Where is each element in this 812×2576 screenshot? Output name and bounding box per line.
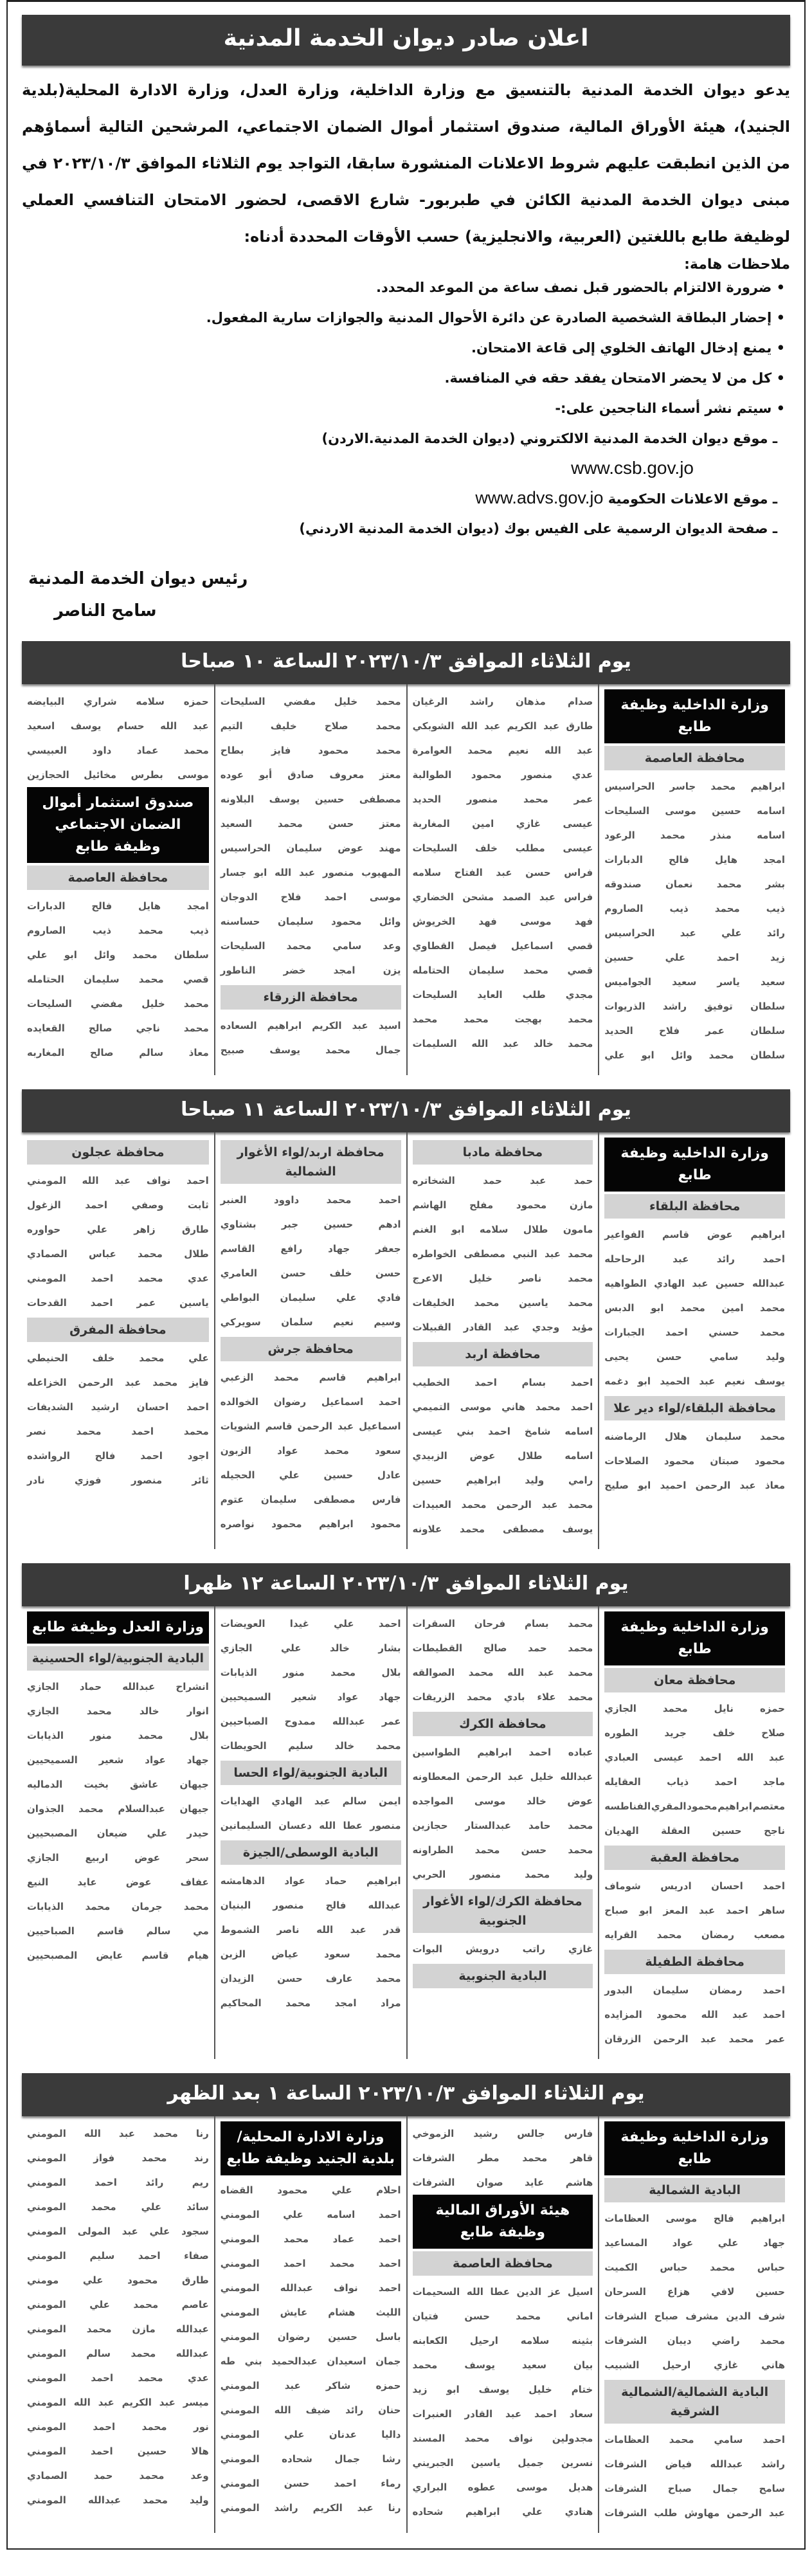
- candidate-name: الليث هشام عايش المومني: [220, 2307, 401, 2318]
- governorate-heading: محافظة العاصمة: [413, 2251, 593, 2276]
- governorate-heading: محافظة العقبة: [604, 1846, 785, 1870]
- announcement-page: [6, 0, 806, 2550]
- candidate-name: معتز حسن محمد السعيد: [220, 818, 401, 830]
- site-advs: [22, 483, 777, 514]
- candidate-name: طارق محمود علي مومني: [27, 2274, 209, 2286]
- candidate-name: فراس حسن عبد الفتاح سلامه: [412, 867, 593, 878]
- candidate-name: سائد علي محمد المومني: [27, 2201, 209, 2213]
- candidate-name: ابراهيم محمد جاسر الحراسيس: [604, 781, 785, 792]
- candidate-name: بلال محمد منور الذيابات: [27, 1730, 209, 1741]
- candidate-name: ناجح حسين العقلة الهديان: [604, 1825, 785, 1837]
- candidate-name: عبد الرحمن مهاوش طلب الشرفات: [604, 2507, 785, 2519]
- session-column: [406, 1132, 599, 1549]
- candidate-name: بيان سعيد يوسف محمد: [412, 2359, 593, 2371]
- candidate-name: صدام مذهان راشد الرغيان: [412, 696, 593, 707]
- candidate-name: هاني غازي ارحيل الشبيب: [604, 2359, 785, 2371]
- candidate-name: احمد اسامه علي المومني: [220, 2209, 401, 2220]
- candidate-name: ايمن سالم عبد الهادي الهدايات: [220, 1795, 401, 1807]
- candidate-name: اسيد عبد الكريم ابراهيم السعاده: [220, 1020, 401, 1031]
- candidate-name: سعاد احمد عبد القادر العنبرات: [412, 2408, 593, 2420]
- session-column: [22, 1606, 214, 2059]
- candidate-name: عدي محمد احمد المومني: [27, 1273, 209, 1284]
- candidate-name: راشد عبدالله فياض الشرفات: [604, 2458, 785, 2470]
- candidate-name: محمد عبد النبي مصطفى الخواطره: [412, 1248, 593, 1260]
- candidate-name: محمد عارف حسن الزيدان: [220, 1973, 401, 1984]
- candidate-name: عبدالله محمد سالم المومني: [27, 2348, 209, 2359]
- governorate-heading: البادية الجنوبية: [413, 1964, 593, 1988]
- candidate-name: محمد ناصر خليل الاعرج: [412, 1273, 593, 1284]
- candidate-name: عادل حسين علي الحجيله: [220, 1469, 401, 1481]
- candidate-name: رائد علي عبد الحراسيس: [604, 927, 785, 939]
- note-item: • ضرورة الالتزام بالحضور قبل نصف ساعة من الموعد المحدد.: [22, 273, 785, 303]
- candidate-name: محمود صبتان محمود الصلاحات: [604, 1455, 785, 1467]
- session-column: [22, 684, 214, 1075]
- candidate-name: جهاد عواد شعير السميحيين: [27, 1754, 209, 1766]
- candidate-name: حمزه سلامه شراري البيايضه: [27, 696, 209, 707]
- candidate-name: حمد عبد حمد الشخاتره: [412, 1175, 593, 1186]
- announcement-title: اعلان صادر ديوان الخدمة المدنية: [22, 15, 790, 66]
- candidate-name: محمد حامد عبدالستار حجازين: [412, 1820, 593, 1831]
- candidate-name: اسامه منذر محمد الرعود: [604, 830, 785, 841]
- candidate-name: حيدر علي ضيعان المصبحيين: [27, 1828, 209, 1839]
- department-heading: وزارة الداخلية وظيفة طابع: [604, 1611, 785, 1665]
- department-heading: وزارة الداخلية وظيفة طابع: [604, 2121, 785, 2175]
- site-csb-label: ـ موقع ديوان الخدمة المدنية الالكتروني (ديوان الخدمة المدنية.الاردن): [321, 431, 777, 446]
- candidate-name: مجدي طلب العايد السليحات: [412, 989, 593, 1001]
- candidate-name: عيسى مطلب خلف السليحات: [412, 842, 593, 854]
- candidate-name: حسن خلف حسن العامري: [220, 1267, 401, 1279]
- candidate-name: فارس مصطفى سليمان عتوم: [220, 1494, 401, 1505]
- governorate-heading: محافظة العاصمة: [27, 866, 209, 890]
- candidate-name: رنا محمد عبد الله المومني: [27, 2128, 209, 2139]
- session-column: [598, 684, 790, 1075]
- candidate-name: سلطان محمد وائل ابو علي: [27, 949, 209, 961]
- candidate-name: سلطان عمر فلاح الحديد: [604, 1025, 785, 1037]
- candidate-name: محمد سليمان هلال الرماضنه: [604, 1431, 785, 1442]
- candidate-name: محمد خليل مفضي السليحات: [27, 998, 209, 1010]
- governorate-heading: محافظة الزرقاء: [221, 985, 401, 1010]
- candidate-name: يوسف نعيم عبد الحميد ابو دغمه: [604, 1375, 785, 1387]
- candidate-name: ابراهيم قاسم محمد الزعبي: [220, 1372, 401, 1383]
- candidate-name: ياسين عمر احمد القدحات: [27, 1297, 209, 1309]
- candidate-name: نسرين جميل ياسين الجبريني: [412, 2457, 593, 2469]
- candidate-name: محمد عماد داود العبيسي: [27, 745, 209, 756]
- candidate-name: محمود ابراهيم محمود نواصره: [220, 1518, 401, 1530]
- intro-paragraph: يدعو ديوان الخدمة المدنية بالتنسيق مع وزارة الداخلية، وزارة العدل، وزارة الادارة المحلية(بلدية الجنيد)، هيئة الأوراق المالية، صندوق استثمار أموال الضمان الاجتماعي، المرشحين التالية أسماؤهم من الذين انطبقت عليهم شروط الاعلانات المنشورة سابقا، التواجد يوم الثلاثاء الموافق ٢٠٢٣/١٠/٣ في مبنى ديوان الخدمة المدنية الكائن في طبربور- شارع الاقصى، لحضور الامتحان التنافسي العملي لوظيفة طابع باللغتين (العربية، والانجليزية) حسب الأوقات المحددة أدناه:: [22, 81, 790, 246]
- candidate-name: حمزه نايل محمد الجازي: [604, 1703, 785, 1714]
- governorate-heading: البادية الجنوبية/لواء الحسا: [221, 1761, 401, 1785]
- candidate-name: احمد محمد هاني موسى التميمي: [412, 1401, 593, 1413]
- candidate-name: احمد محمد احمد المومني: [220, 2258, 401, 2269]
- candidate-name: اسامه طلال عوض الزبيدي: [412, 1450, 593, 1462]
- candidate-name: موسى احمد فلاح الدوجان: [220, 891, 401, 903]
- session-column: [214, 2116, 406, 2533]
- candidate-name: محمد بهجت محمد محمد: [412, 1013, 593, 1025]
- governorate-heading: محافظة اربد/لواء الأغوار الشمالية: [221, 1140, 401, 1184]
- candidate-name: صلاح خلف جريد الطوره: [604, 1727, 785, 1739]
- candidate-name: مؤيد وجدي عبد القادر القبيلات: [412, 1321, 593, 1333]
- site-csb-url[interactable]: www.csb.gov.jo: [571, 458, 694, 478]
- candidate-name: مصطفى حسين يوسف البلاونه: [220, 794, 401, 805]
- candidate-name: قدر عبد الله ناصر الشموط: [220, 1924, 401, 1936]
- candidate-name: محمد جرمان محمد الذيابات: [27, 1901, 209, 1912]
- session-grid: [22, 1132, 790, 1549]
- candidate-name: وائل محمود سليمان حساسنه: [220, 916, 401, 927]
- candidate-name: جهاد علي عواد المساعيد: [604, 2237, 785, 2249]
- candidate-name: وليد محمد عبدالله المومني: [27, 2494, 209, 2506]
- candidate-name: حنان رائد ضيف الله المومني: [220, 2404, 401, 2416]
- candidate-name: احمد علي غيدا العويضات: [220, 1618, 401, 1629]
- candidate-name: هنادي علي ابراهيم شحاده: [412, 2506, 593, 2517]
- candidate-name: عبد الله احمد عيسى العبادي: [604, 1752, 785, 1763]
- candidate-name: باسل حسين رضوان المومني: [220, 2331, 401, 2343]
- session-header: يوم الثلاثاء الموافق ٢٠٢٣/١٠/٣ الساعة ١١ صباحا: [22, 1089, 790, 1132]
- candidate-name: صفاء احمد سليم المومني: [27, 2250, 209, 2262]
- candidate-name: محمد محمود فايز بطاح: [220, 745, 401, 756]
- candidate-name: امجد هايل فالح الدبارات: [27, 900, 209, 912]
- candidate-name: جمال محمد يوسف صبيح: [220, 1044, 401, 1056]
- candidate-name: محمد خالد عبد الله السليمات: [412, 1038, 593, 1049]
- candidate-name: وعد محمد حمد الصمادي: [27, 2470, 209, 2481]
- candidate-name: حمزه شاكر عبد المومني: [220, 2380, 401, 2391]
- candidate-name: فراس عبد الصمد مشحن الخضاري: [412, 891, 593, 903]
- signature-name: سامح الناصر: [54, 601, 157, 621]
- candidate-name: ابراهيم فالح موسى العظامات: [604, 2213, 785, 2224]
- candidate-name: هيام قاسم عايض المصبحيين: [27, 1950, 209, 1961]
- note-item: • سيتم نشر أسماء الناجحين على:-: [22, 394, 785, 424]
- note-item: • يمنع إدخال الهاتف الخلوي إلى قاعة الامتحان.: [22, 333, 785, 363]
- candidate-name: فهد موسى فهد الخريوش: [412, 916, 593, 927]
- candidate-name: طارق زاهر علي حواوره: [27, 1224, 209, 1235]
- candidate-name: ماجد احمد ذياب العقايله: [604, 1776, 785, 1788]
- candidate-name: بشر محمد نعمان صندوقه: [604, 878, 785, 890]
- candidate-name: علي محمد خلف الحنيطي: [27, 1352, 209, 1364]
- governorate-heading: البادية الوسطى/الجيزة: [221, 1840, 401, 1865]
- candidate-name: اسامه حسين موسى السليحات: [604, 805, 785, 817]
- candidate-name: سعود محمد عواد الزبون: [220, 1445, 401, 1456]
- candidate-name: جهاد عواد شعير السميحيين: [220, 1691, 401, 1703]
- candidate-name: عوض خالد موسى المواجده: [412, 1795, 593, 1807]
- session-header: يوم الثلاثاء الموافق ٢٠٢٣/١٠/٣ الساعة ١٠ صباحا: [22, 641, 790, 684]
- candidate-name: جمان اسعيدان عبدالحميد بني طه: [220, 2355, 401, 2367]
- candidate-name: عبد الله حسام يوسف اسعيد: [27, 720, 209, 732]
- candidate-name: محمد خليل مفضي السليحات: [220, 696, 401, 707]
- candidate-name: المهيوب منصور عبد الله ابو جسار: [220, 867, 401, 878]
- candidate-name: امجد هايل فالح الدبارات: [604, 854, 785, 866]
- candidate-name: معاذ عبد الرحمن احميد ابو صليح: [604, 1480, 785, 1491]
- candidate-name: زيد احمد علي حسين: [604, 952, 785, 963]
- candidate-name: قصي اسماعيل فيصل القطاوي: [412, 940, 593, 952]
- candidate-name: موسى بطرس مخائيل الحجازين: [27, 769, 209, 781]
- candidate-name: انشراح عبدالله حماد الجازي: [27, 1681, 209, 1692]
- candidate-name: قصي محمد سليمان الحتامله: [412, 965, 593, 976]
- candidate-name: نور محمد احمد المومني: [27, 2421, 209, 2433]
- candidate-name: عمر محمد منصور الحديد: [412, 794, 593, 805]
- candidate-name: سلطان توفيق راشد الذريوات: [604, 1001, 785, 1012]
- candidate-name: اسيل عز الدين عطا الله السحيمات: [412, 2286, 593, 2298]
- candidate-name: سلطان محمد وائل ابو علي: [604, 1049, 785, 1061]
- candidate-name: مهند عوض سليمان الحراسيس: [220, 842, 401, 854]
- candidate-name: رامي وليد ابراهيم حسين: [412, 1474, 593, 1486]
- candidate-name: اماني محمد حسن فتيان: [412, 2310, 593, 2322]
- candidate-name: وسيم نعيم سلمان سويركي: [220, 1316, 401, 1328]
- candidate-name: احمد عبد الله محمود المزايده: [604, 2009, 785, 2020]
- candidate-name: وليد محمد منصور الحربي: [412, 1869, 593, 1880]
- candidate-name: حباس محمد حباس الكميت: [604, 2262, 785, 2273]
- candidate-name: محمد عبد الرحمن محمد العبيدات: [412, 1499, 593, 1510]
- candidate-name: سامح جمال صباح الشرفات: [604, 2483, 785, 2494]
- candidate-name: محمد حسن محمد الطراونه: [412, 1844, 593, 1856]
- session-column: [406, 2116, 599, 2533]
- candidate-name: مراد امجد محمد المحاكيم: [220, 1997, 401, 2009]
- candidate-name: هديل موسى عطوه البراري: [412, 2481, 593, 2493]
- candidate-name: احمد بسام احمد الخطيب: [412, 1377, 593, 1388]
- department-heading: وزارة الداخلية وظيفة طابع: [604, 689, 785, 743]
- governorate-heading: محافظة معان: [604, 1668, 785, 1692]
- candidate-name: ادهم حسين جبر بشتاوي: [220, 1219, 401, 1230]
- department-heading: وزارة العدل وظيفة طابع: [27, 1611, 209, 1644]
- department-heading: صندوق استثمار أموال الضمان الاجتماعي وظيفة طابع: [27, 787, 209, 863]
- candidate-name: احمد عماد محمد المومني: [220, 2233, 401, 2245]
- candidate-name: محمد صلاح خليف التيم: [220, 720, 401, 732]
- candidate-name: انوار خالد محمد الجازي: [27, 1705, 209, 1717]
- candidate-name: ختام خليل يوسف ابو زيد: [412, 2384, 593, 2395]
- session-column: [598, 1606, 790, 2059]
- department-heading: هيئة الأوراق المالية وظيفة طابع: [413, 2195, 593, 2249]
- candidate-name: رشا جمال شحاده المومني: [220, 2453, 401, 2465]
- candidate-name: محمد سعود عياض الزبن: [220, 1948, 401, 1960]
- candidate-name: مازن محمود مفلح الهاشم: [412, 1199, 593, 1211]
- notes-heading: ملاحظات هامة:: [684, 257, 790, 273]
- candidate-name: محمد امين محمد ابو الدبس: [604, 1302, 785, 1314]
- candidate-name: قصي محمد سليمان الحتامله: [27, 974, 209, 985]
- candidate-name: عباده احمد ابراهيم الطواسين: [412, 1746, 593, 1758]
- candidate-name: مامون طلال سلامه ابو الغنم: [412, 1224, 593, 1235]
- candidate-name: محمد بسام فرحان السقرات: [412, 1618, 593, 1629]
- candidate-name: عبدالله فالح منصور البنيان: [220, 1900, 401, 1911]
- candidate-name: محمد حسني احمد الجبارات: [604, 1327, 785, 1338]
- governorate-heading: محافظة الطفيلة: [604, 1950, 785, 1974]
- candidate-name: سحر عوض اربيع الجازي: [27, 1852, 209, 1864]
- site-advs-url[interactable]: www.advs.gov.jo: [475, 488, 604, 507]
- candidate-name: هاشم عايد صوان الشرفات: [412, 2177, 593, 2188]
- candidate-name: داليا عدنان علي المومني: [220, 2429, 401, 2440]
- session-grid: [22, 1606, 790, 2059]
- governorate-heading: محافظة الكرك: [413, 1712, 593, 1736]
- note-item: • إحضار البطاقة الشخصية الصادرة عن دائرة الأحوال المدنية والجوازات سارية المفعول.: [22, 303, 785, 333]
- candidate-name: محمد ياسين محمد الخليفات: [412, 1297, 593, 1309]
- governorate-heading: محافظة المفرق: [27, 1318, 209, 1342]
- governorate-heading: محافظة العاصمة: [604, 746, 785, 770]
- governorate-heading: محافظة عجلون: [27, 1140, 209, 1165]
- candidate-name: مصعب رمضان محمد القرايه: [604, 1929, 785, 1941]
- candidate-name: وليد سامي حسن يحيى: [604, 1351, 785, 1363]
- department-heading: وزارة الادارة المحلية/ بلدية الجنيد وظيفة طابع: [221, 2121, 401, 2175]
- candidate-name: عبدالله حسين عبد الهادي الطواهيه: [604, 1278, 785, 1289]
- session-header: يوم الثلاثاء الموافق ٢٠٢٣/١٠/٣ الساعة ١ بعد الظهر: [22, 2073, 790, 2116]
- candidate-name: بلال محمد منور الذيابات: [220, 1667, 401, 1678]
- notes-list: [22, 273, 790, 424]
- candidate-name: بشار خالد علي الجازي: [220, 1642, 401, 1654]
- candidate-name: ذيب محمد ذيب الصاروم: [604, 903, 785, 914]
- session-column: [22, 2116, 214, 2533]
- governorate-heading: البادية الشمالية: [604, 2178, 785, 2202]
- candidate-name: ثائر منصور فوزي نادر: [27, 1474, 209, 1486]
- candidate-name: طارق عبد الكريم عبد الله الشوبكي: [412, 720, 593, 732]
- session-header: يوم الثلاثاء الموافق ٢٠٢٣/١٠/٣ الساعة ١٢ ظهرا: [22, 1563, 790, 1606]
- department-heading: وزارة الداخلية وظيفة طابع: [604, 1138, 785, 1192]
- candidate-name: جيهان عبدالسلام محمد الجذوان: [27, 1803, 209, 1815]
- candidate-name: احمد سامي محمد العظامات: [604, 2434, 785, 2445]
- session-column: [406, 1606, 599, 2059]
- candidate-name: عبدالله مازن محمد المومني: [27, 2323, 209, 2335]
- candidate-name: محمد عبد الله محمد الصوالقه: [412, 1667, 593, 1678]
- candidate-name: عمر عبدالله ممدوح الصباحيين: [220, 1716, 401, 1727]
- candidate-name: احمد نواف عبد الله المومني: [27, 1175, 209, 1186]
- candidate-name: احمد رائد عبد الرحاحله: [604, 1253, 785, 1265]
- governorate-heading: محافظة البلقاء: [604, 1194, 785, 1219]
- candidate-name: احمد رمضان سليمان البدور: [604, 1984, 785, 1996]
- session-column: [214, 684, 406, 1075]
- session-column: [214, 1132, 406, 1549]
- candidate-name: عيسى غازي امين المغاربة: [412, 818, 593, 830]
- candidate-name: ابراهيم عوض قاسم الفواعير: [604, 1229, 785, 1240]
- candidate-name: منصور عطا الله دعسان السليمانين: [220, 1820, 401, 1831]
- candidate-name: فايز محمد عبد الرحمن الخزاعله: [27, 1377, 209, 1388]
- candidate-name: ثابت وصفي احمد الزغول: [27, 1199, 209, 1211]
- candidate-name: رنا عبد الكريم راشد المومني: [220, 2502, 401, 2514]
- note-item: • كل من لا يحضر الامتحان يفقد حقه في المنافسة.: [22, 363, 785, 394]
- candidate-name: معاذ سالم صالح المغاربه: [27, 1047, 209, 1058]
- candidate-name: معتز معروف صادق أبو عوده: [220, 769, 401, 781]
- session-grid: [22, 684, 790, 1075]
- governorate-heading: البادية الجنوبية/لواء الحسينية: [27, 1646, 209, 1671]
- candidate-name: فارس جالس رشيد الزموخي: [412, 2128, 593, 2139]
- candidate-name: مجدولين نواف محمد المسند: [412, 2433, 593, 2444]
- candidate-name: عاصم محمد علي المومني: [27, 2299, 209, 2310]
- candidate-name: محمد خالد سليم الحويطات: [220, 1740, 401, 1752]
- candidate-name: محمد احمد محمد نصر: [27, 1426, 209, 1437]
- candidate-name: غازي راتب درويش البوات: [412, 1943, 593, 1955]
- candidate-name: شرف الدين مشرف صباح الشرفات: [604, 2310, 785, 2322]
- candidate-name: محمد ناجي صالح القعايده: [27, 1022, 209, 1034]
- candidate-name: احمد نواف عبدالله المومني: [220, 2282, 401, 2294]
- candidate-name: قاهر محمد مطر الشرفات: [412, 2152, 593, 2164]
- candidate-name: معتصم ابراهيم محمود المقري الفناطسه: [604, 1800, 785, 1812]
- candidate-name: ذيب محمد ذيب الصاروم: [27, 925, 209, 936]
- candidate-name: محمد حمد صالح القطيطات: [412, 1642, 593, 1654]
- session-column: [598, 1132, 790, 1549]
- governorate-heading: محافظة جرش: [221, 1337, 401, 1361]
- governorate-heading: البادية الشمالية/الشمالية الشرقية: [604, 2380, 785, 2424]
- governorate-heading: محافظة اربد: [413, 1342, 593, 1366]
- candidate-name: ساهر احمد عبد المعز ابو صباح: [604, 1905, 785, 1916]
- candidate-name: هالا حسين احمد المومني: [27, 2445, 209, 2457]
- candidate-name: رند محمد فواز المومني: [27, 2152, 209, 2164]
- site-facebook: ـ صفحة الديوان الرسمية على الفيس بوك (ديوان الخدمة المدنية الاردني): [299, 521, 777, 536]
- candidate-name: عدي منصور محمود الطوالبة: [412, 769, 593, 781]
- candidate-name: فادي علي سليمان البواطي: [220, 1292, 401, 1303]
- candidate-name: ميسر عبد الكريم عبد الله المومني: [27, 2397, 209, 2408]
- candidate-name: محمد علاء بادي محمد الزريقات: [412, 1691, 593, 1703]
- governorate-heading: محافظة الكرك/لواء الأغوار الجنوبية: [413, 1889, 593, 1933]
- candidate-name: وعد سامي محمد السليحات: [220, 940, 401, 952]
- candidate-name: عفاف عوض عايد النيع: [27, 1876, 209, 1888]
- session-column: [598, 2116, 790, 2533]
- candidate-name: احمد اسماعيل رضوان الخوالده: [220, 1396, 401, 1408]
- site-advs-label: ـ موقع الاعلانات الحكومية: [608, 491, 777, 507]
- candidate-name: جيهان عاشق بخيت الدماليه: [27, 1779, 209, 1790]
- governorate-heading: محافظة البلقاء/لواء دير علا: [604, 1396, 785, 1420]
- session-grid: [22, 2116, 790, 2533]
- candidate-name: محمد راضي ديبان الشرفات: [604, 2335, 785, 2346]
- candidate-name: احمد محمد داوود العنبر: [220, 1194, 401, 1206]
- candidate-name: عبدالله خليل عبد الرحمن المعطاونه: [412, 1771, 593, 1782]
- candidate-name: طلال محمد عباس الصمادي: [27, 1248, 209, 1260]
- candidate-name: احمد احسان ادريس شوماف: [604, 1880, 785, 1892]
- signature-block: [22, 563, 790, 627]
- session-column: [22, 1132, 214, 1549]
- candidate-name: احمد احسان ارشيد الشديفات: [27, 1401, 209, 1413]
- candidate-name: حسين لافي هزاع السرحان: [604, 2286, 785, 2298]
- publication-sites: [22, 424, 790, 543]
- candidate-name: احلام علي محمود القضاه: [220, 2184, 401, 2196]
- candidate-name: يوسف مصطفى محمد علاونه: [412, 1523, 593, 1535]
- candidate-name: سعيد ياسر سعيد الجواميس: [604, 976, 785, 988]
- candidate-name: ريم رائد احمد المومني: [27, 2177, 209, 2188]
- candidate-name: ابراهيم حماد عواد الدهامشه: [220, 1875, 401, 1887]
- candidate-name: سجود علي عبد المولى المومني: [27, 2226, 209, 2237]
- candidate-name: اسماعيل عبد الرحمن قاسم الشويات: [220, 1420, 401, 1432]
- candidate-name: رماء احمد حسن المومني: [220, 2478, 401, 2489]
- candidate-name: عدي محمد احمد المومني: [27, 2372, 209, 2384]
- session-column: [406, 684, 599, 1075]
- candidate-name: اجود احمد فالح الرواشده: [27, 1450, 209, 1462]
- candidate-name: يزن امجد خضر الناطور: [220, 965, 401, 976]
- candidate-name: جعفر جهاد رافع القاسم: [220, 1243, 401, 1255]
- candidate-name: عمر محمد عبد الرحمن الزرقان: [604, 2033, 785, 2045]
- signature-role: رئيس ديوان الخدمة المدنية: [28, 569, 248, 588]
- session-column: [214, 1606, 406, 2059]
- governorate-heading: محافظة مادبا: [413, 1140, 593, 1165]
- candidate-name: عبد الله نعيم محمد العوامرة: [412, 745, 593, 756]
- candidate-name: مي سالم قاسم الصباحيين: [27, 1925, 209, 1937]
- candidate-name: اسامه شامخ احمد بني عيسى: [412, 1426, 593, 1437]
- candidate-name: بثينه سلامه ارحيل الكعابنه: [412, 2335, 593, 2346]
- sessions-container: [22, 641, 790, 2533]
